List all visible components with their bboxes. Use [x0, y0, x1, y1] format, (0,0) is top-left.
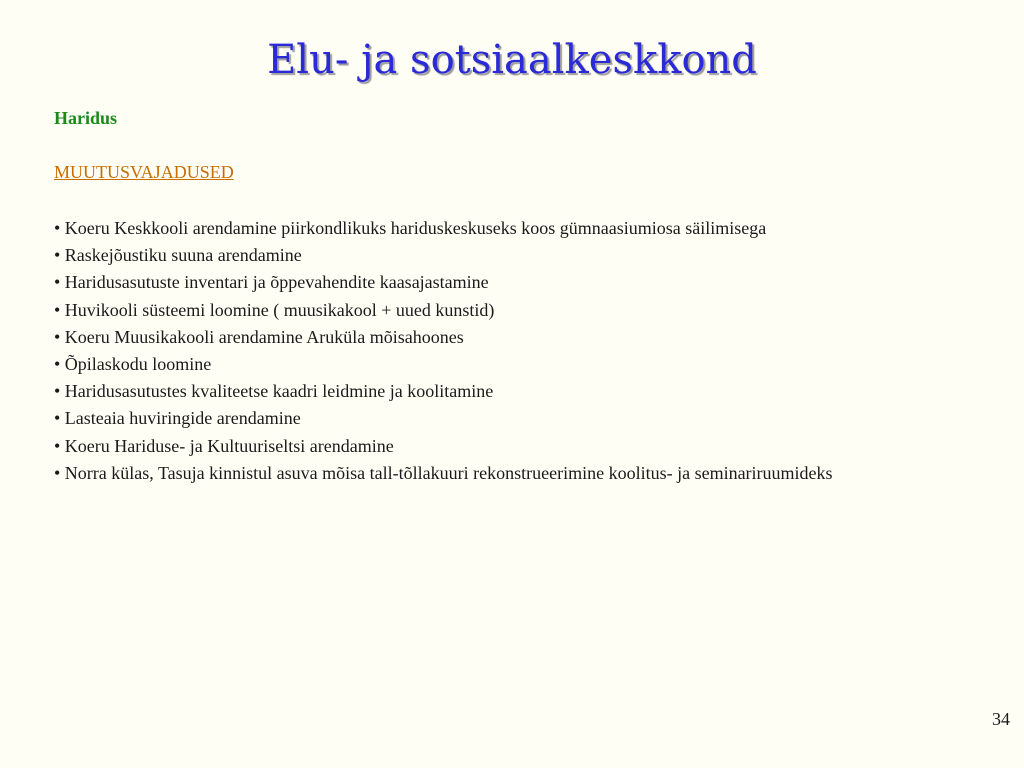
list-item: • Haridusasutuste inventari ja õppevahendite kaasajastamine [54, 272, 489, 293]
bullet-list [54, 215, 833, 487]
list-item: • Raskejõustiku suuna arendamine [54, 245, 302, 266]
list-item: • Norra külas, Tasuja kinnistul asuva mõisa tall-tõllakuuri rekonstrueerimine koolitus- ja seminariruumideks [54, 462, 833, 483]
slide-number: 34 [992, 709, 1010, 729]
list-item: • Huvikooli süsteemi loomine ( muusikakool + uued kunstid) [54, 299, 495, 320]
list-item: • Koeru Hariduse- ja Kultuuriseltsi arendamine [54, 435, 394, 456]
subheading: MUUTUSVAJADUSED [54, 162, 234, 182]
list-item: • Koeru Keskkooli arendamine piirkondlikuks hariduskeskuseks koos gümnaasiumiosa säilimisega [54, 218, 767, 238]
list-item: • Koeru Muusikakooli arendamine Aruküla mõisahoones [54, 326, 464, 347]
list-item: • Lasteaia huviringide arendamine [54, 408, 301, 429]
list-item: • Õpilaskodu loomine [54, 354, 212, 375]
slide-title: Elu- ja sotsiaalkeskkond [267, 37, 757, 83]
section-heading: Haridus [54, 108, 118, 128]
list-item: • Haridusasutustes kvaliteetse kaadri leidmine ja koolitamine [54, 381, 494, 402]
